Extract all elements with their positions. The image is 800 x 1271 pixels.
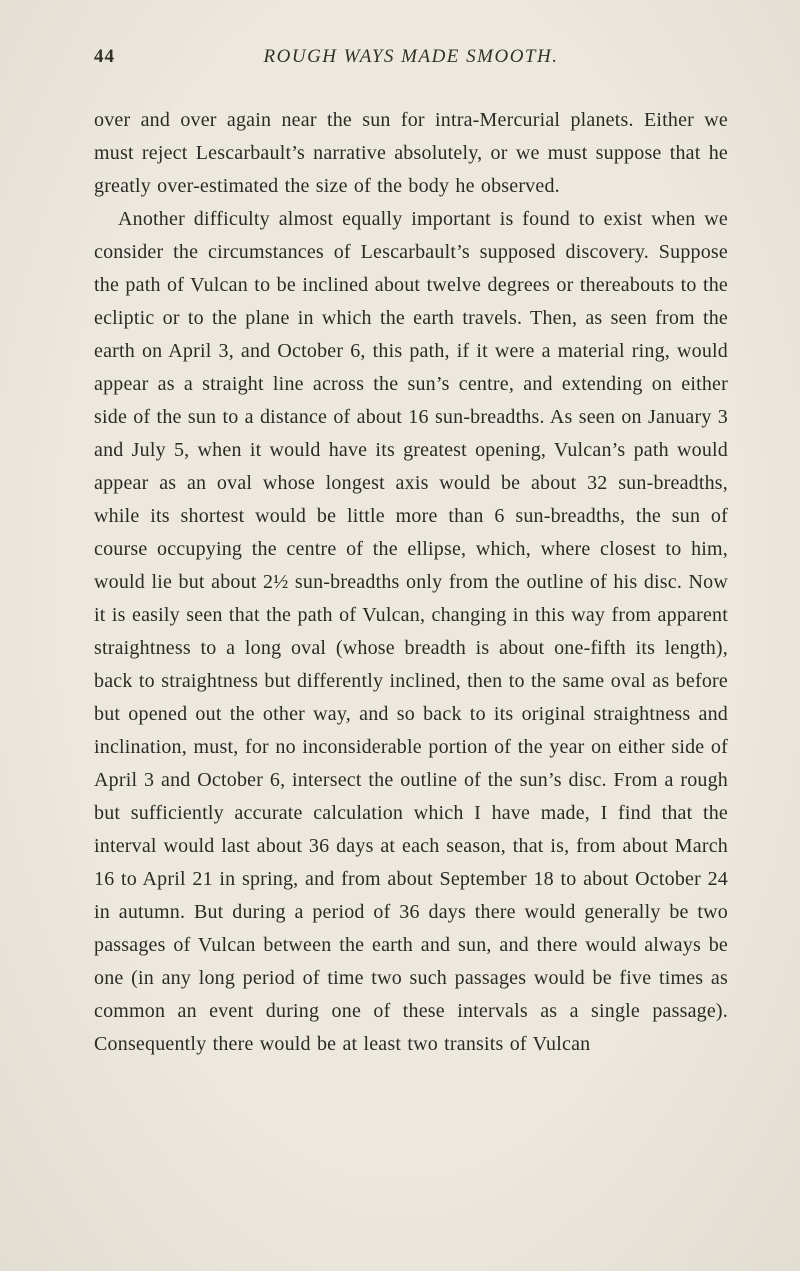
page-header [94, 46, 728, 80]
page-body [94, 104, 728, 1061]
page-number: 44 [94, 46, 115, 67]
paragraph: Another difficulty almost equally important is found to exist when we consider the circumstances of Lescarbault’s supposed discovery. Suppose the path of Vulcan to be inclined about twelve degrees or thereabouts to the ecliptic or to the plane in which the earth travels. Then, as seen from the earth on April 3, and October 6, this path, if it were a material ring, would appear as a straight line across the sun’s centre, and extending on either side of the sun to a distance of about 16 sun-breadths. As seen on January 3 and July 5, when it would have its greatest opening, Vulcan’s path would appear as an oval whose longest axis would be about 32 sun-breadths, while its shortest would be little more than 6 sun-breadths, the sun of course occupying the centre of the ellipse, which, where closest to him, would lie but about 2½ sun-breadths only from the outline of his disc. Now it is easily seen that the path of Vulcan, changing in this way from apparent straightness to a long oval (whose breadth is about one-fifth its length), back to straightness but differently inclined, then to the same oval as before but opened out the other way, and so back to its original straightness and inclination, must, for no inconsiderable portion of the year on either side of April 3 and October 6, intersect the outline of the sun’s disc. From a rough but sufficiently accurate calculation which I have made, I find that the interval would last about 36 days at each season, that is, from about March 16 to April 21 in spring, and from about September 18 to about October 24 in autumn. But during a period of 36 days there would generally be two passages of Vulcan between the earth and sun, and there would always be one (in any long period of time two such passages would be five times as common an event during one of these intervals as a single passage). Consequently there would be at least two transits of Vulcan [94, 208, 728, 1055]
running-title: ROUGH WAYS MADE SMOOTH. [263, 46, 559, 67]
paragraph: over and over again near the sun for intra-Mercurial planets. Either we must reject Lescarbault’s narrative absolutely, or we must suppose that he greatly over-estimated the size of the body he observed. [94, 109, 728, 197]
